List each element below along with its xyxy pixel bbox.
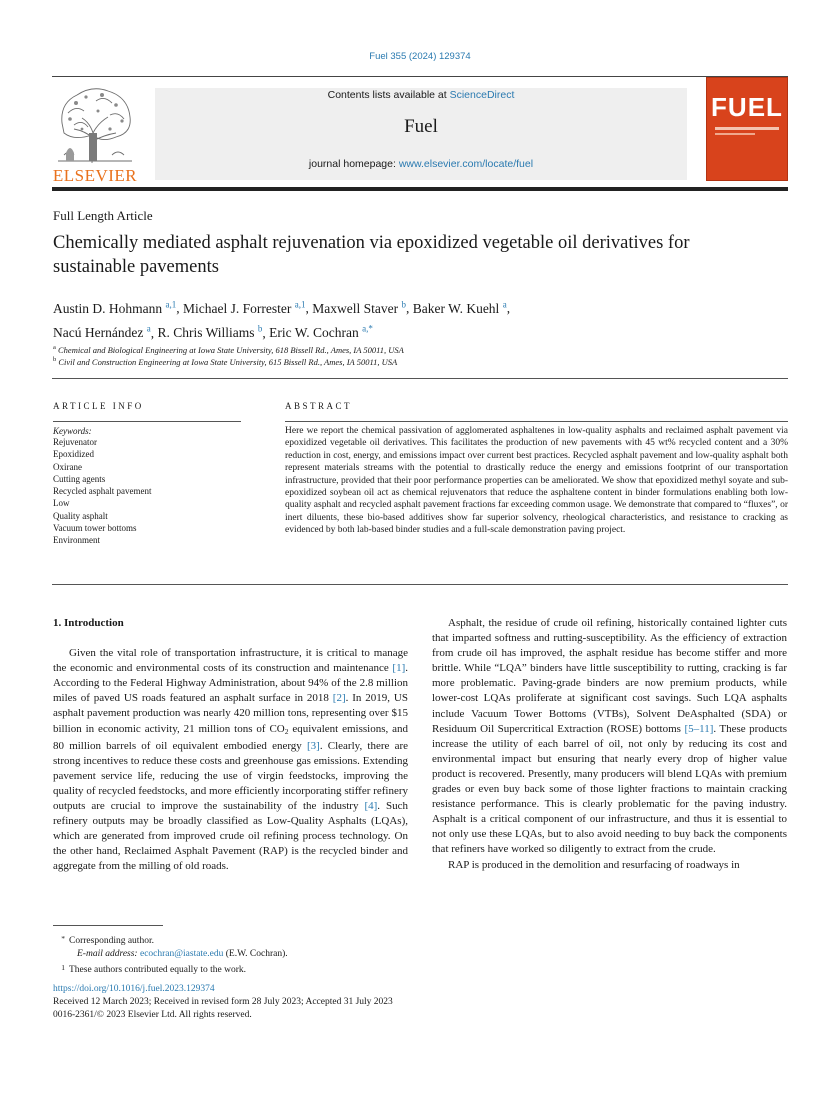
keyword: Oxirane [53, 461, 82, 472]
body-paragraph: Given the vital role of transportation infrastructure, it is critical to manage the economic and environmental costs of its construction and maintenance [1]. According to the Federal Highway Administration, about 94% of the 2.8 million miles of paved US roads featured an asphalt surface in 2018 [2]. In 2019, US asphalt pavement production was nearly 420 million tons, representing over $15 billion in economic activity, 21 million tons of $CO_2$ equivalent emissions, and 80 million barrels of oil equivalent embodied energy [3]. Clearly, there are strong incentives to reduce these costs and greenhouse gas emissions. Extending pavement service life, reducing the use of virgin feedstocks, improving the quality of recycled feedstocks, and more efficiently incorporating stiffer refinery outputs are crucial to improve the sustainability of the industry [4]. Such refinery outputs may be broadly classified as Low-Quality Asphalts (LQAs), which are generated from improved crude oil refining process technology. On the other hand, Reclaimed Asphalt Pavement (RAP) is the recycled binder and aggregate from the milling of old roads. [53, 647, 409, 873]
keyword: Vacuum tower bottoms [53, 523, 137, 534]
author[interactable]: Baker W. Kuehl $^a$ [412, 299, 507, 316]
author[interactable]: Nacú Hernández $^a$ [53, 323, 151, 340]
doi-link[interactable]: https://doi.org/10.1016/j.fuel.2023.129374 [53, 984, 215, 994]
author[interactable]: Eric W. Cochran $^{a,*}$ [269, 323, 373, 340]
copyright: 0016-2361/© 2023 Elsevier Ltd. All rights reserved. [53, 1010, 252, 1020]
reference-link[interactable]: [1] [392, 662, 406, 675]
elsevier-tree-icon [52, 83, 138, 165]
footnote-email: E-mail address: ecochran@iastate.edu (E.W. Cochran). [77, 949, 288, 959]
abstract-panel [285, 401, 788, 537]
header-rule [52, 187, 788, 191]
keywords-label: Keywords: [53, 426, 92, 436]
author[interactable]: Maxwell Staver $^b$ [312, 299, 406, 316]
reference-link[interactable]: [5–11] [684, 722, 714, 735]
elsevier-logo[interactable] [52, 83, 138, 183]
abstract-heading: ABSTRACT [285, 401, 353, 411]
keyword: Low [53, 498, 70, 509]
keyword: Epoxidized [53, 449, 94, 460]
article-info-panel [53, 401, 241, 547]
body-paragraph: RAP is produced in the demolition and resurfacing of roadways in [448, 858, 740, 871]
divider [285, 421, 788, 422]
body-column-right [432, 616, 787, 873]
reference-link[interactable]: [2] [332, 692, 346, 705]
email-link[interactable]: ecochran@iastate.edu [139, 949, 224, 959]
author-affiliation-mark[interactable]: a,1 [165, 299, 177, 309]
article-dates: Received 12 March 2023; Received in revised form 28 July 2023; Accepted 31 July 2023 [53, 997, 393, 1007]
author[interactable]: R. Chris Williams $^b$ [157, 323, 263, 340]
journal-homepage-link[interactable]: www.elsevier.com/locate/fuel [398, 158, 534, 170]
publisher-name: ELSEVIER [52, 166, 138, 185]
author[interactable]: Michael J. Forrester $^{a,1}$ [183, 299, 306, 316]
author-affiliation-mark[interactable]: a [502, 299, 507, 309]
journal-header [52, 76, 788, 186]
abstract-text: Here we report the chemical passivation of agglomerated asphaltenes in low-quality asphalts and reclaimed asphalt pavement via epoxidized vegetable oil derivatives. This facilitates the production of new pavements with 45 wt% recycled content and a 30% reduction in cost, energy, and emissions impact over current best practices. Recycled asphalt pavement and low-quality asphalt both represent materials streams with the potential to drastically reduce the energy and emissions footprint of our transportation infrastructure, provided that their poor performance properties can be ameliorated. We show that epoxidized methyl soyate and sub-epoxidized soybean oil act as chemical rejuvenators that reduce the asphaltene content in binder formulations enabling both low-quality asphalt and recycled asphalt pavement fractions far exceeding common usage. We demonstrate that compared to “fluxes”, or inert diluents, these bio-based additives show far superior solvency, rheological characteristics, and resistance to cracking as evidenced by both lab-based binder studies and a full-scale demonstration paving project. [285, 426, 788, 536]
author-affiliation-mark[interactable]: a [146, 323, 151, 334]
section-divider [52, 378, 788, 379]
section-divider [52, 584, 788, 585]
homepage-prefix: journal homepage: [308, 158, 399, 170]
journal-name: Fuel [404, 116, 438, 137]
author-affiliation-mark[interactable]: a,* [362, 323, 373, 334]
journal-citation[interactable]: Fuel 355 (2024) 129374 [369, 51, 471, 62]
article-info-heading: ARTICLE INFO [53, 401, 144, 411]
footnote-rule [53, 925, 163, 926]
affiliation: $^a$ Chemical and Biological Engineering at Iowa State University, 618 Bissell Rd., Ames, IA 50011, USA [53, 344, 404, 355]
cover-stripe [715, 133, 755, 135]
author[interactable]: Austin D. Hohmann $^{a,1}$ [53, 299, 177, 316]
keyword: Cutting agents [53, 473, 106, 484]
keyword: Quality asphalt [53, 510, 108, 521]
author-list: Austin D. Hohmann $^{a,1}$, Michael J. Forrester $^{a,1}$, Maxwell Staver $^b$, Baker W. Kuehl $^a$, Nacú Hernández $^a$, R. Chris Williams $^b$, Eric W. Cochran $^{a,*}$ [53, 299, 511, 340]
keywords-list [53, 436, 241, 547]
sciencedirect-link[interactable]: ScienceDirect [449, 89, 515, 101]
contents-prefix: Contents lists available at [327, 89, 450, 101]
keyword: Environment [53, 535, 100, 546]
cover-title: FUEL [711, 92, 783, 122]
section-heading: 1. Introduction [53, 617, 124, 629]
reference-link[interactable]: [3] [307, 739, 320, 752]
affiliation: $^b$ Civil and Construction Engineering at Iowa State University, 615 Bissell Rd., Ames, IA 50011, USA [53, 356, 398, 367]
author-affiliation-mark[interactable]: a,1 [294, 299, 306, 309]
contents-line [155, 88, 687, 102]
footnote-corresponding: * Corresponding author. [61, 934, 154, 946]
article-title: Chemically mediated asphalt rejuvenation via epoxidized vegetable oil derivatives for sustainable pavements [53, 233, 690, 277]
body-paragraph: Asphalt, the residue of crude oil refining, historically contained lighter cuts that imparted softness and rutting-susceptibility. As the efficiency of extraction from crude oil has improved, the asphalt residue has become stiffer and more brittle. While “LQA” binders have little susceptibility to rutting, cracking is far more problematic. Paving-grade binders are now premium products, while lower-cost LQAs proliferate at significant cost savings. Such LQA asphalts include Vacuum Tower Bottoms (VTBs), Solvent DeAsphalted (SDA) or Residuum Oil Supercritical Extraction (ROSE) bottoms [5–11]. These products increase the utility of each barrel of oil, not only by reducing its cost and environmental impact but ensuring that nearly every drop of higher value product is recovered. Presently, many producers will blend LQAs with premium grades or even buy back some of those lighter fractions to maintain cracking resistance performance. This is clearly problematic for the paving industry. Asphalt is a critical component of our infrastructure, and thus it is essential to not only use these LQAs, but to also avoid needing to buy back the components that refiners have worked so diligently to extract from the crude. [432, 617, 788, 856]
reference-link[interactable]: [4] [364, 800, 378, 813]
journal-info-box [155, 88, 687, 180]
journal-cover-image[interactable] [706, 77, 788, 181]
body-column-left [53, 616, 408, 875]
cover-stripe [715, 127, 779, 130]
article-metadata [53, 983, 393, 1022]
footnote-equal-contribution: 1 These authors contributed equally to the work. [61, 963, 247, 975]
divider [53, 421, 241, 422]
author-affiliation-mark[interactable]: b [401, 299, 406, 309]
article-type: Full Length Article [53, 208, 153, 223]
footnotes [53, 932, 453, 977]
homepage-line [155, 158, 687, 170]
keyword: Rejuvenator [53, 437, 97, 447]
author-affiliation-mark[interactable]: b [257, 323, 263, 334]
keyword: Recycled asphalt pavement [53, 486, 152, 497]
